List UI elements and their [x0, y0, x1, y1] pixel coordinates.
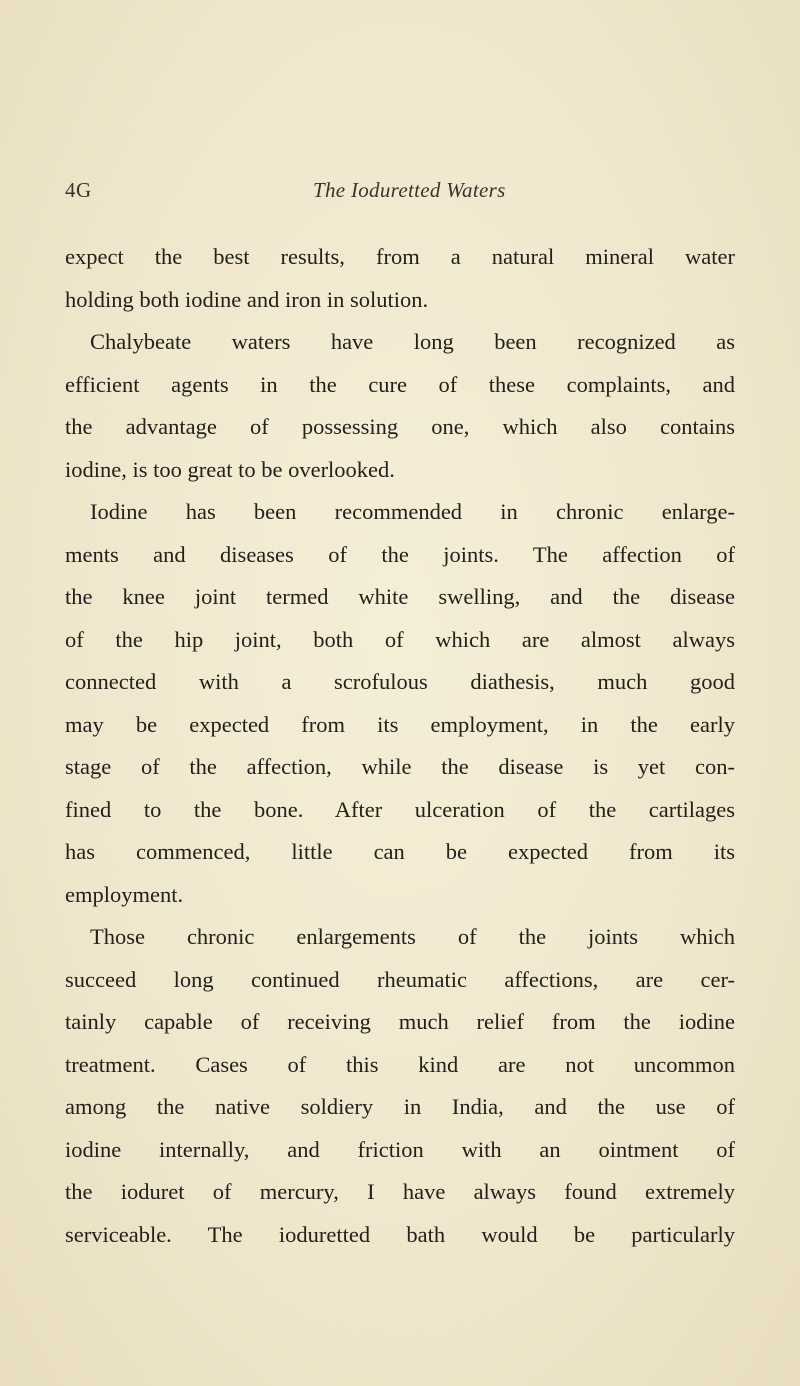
text-line: stage of the affection, while the disease is yet con- [65, 754, 735, 779]
text-line: of the hip joint, both of which are almost always [65, 626, 735, 652]
text-line: succeed long continued rheumatic affections, are cer- [65, 966, 735, 992]
text-line: iodine, is too great to be overlooked. [65, 456, 395, 482]
text-line: iodine internally, and friction with an ointment of [65, 1136, 735, 1162]
running-title: The Ioduretted Waters [313, 178, 506, 202]
text-line: expect the best results, from a natural mineral water [65, 244, 735, 269]
text-line: treatment. Cases of this kind are not uncommon [65, 1051, 735, 1077]
running-head [65, 178, 735, 208]
text-line: fined to the bone. After ulceration of the cartilages [65, 796, 735, 822]
text-line: ments and diseases of the joints. The affection of [65, 541, 735, 567]
text-line: efficient agents in the cure of these complaints, and [65, 371, 735, 397]
text-line: the knee joint termed white swelling, and the disease [65, 584, 735, 609]
text-line: may be expected from its employment, in the early [65, 711, 735, 737]
text-line: connected with a scrofulous diathesis, much good [65, 669, 735, 694]
text-line: tainly capable of receiving much relief from the iodine [65, 1009, 735, 1034]
text-line: holding both iodine and iron in solution. [65, 286, 429, 312]
text-line: the ioduret of mercury, I have always found extremely [65, 1179, 735, 1204]
text-line: serviceable. The ioduretted bath would be particularly [65, 1221, 735, 1247]
text-line: Those chronic enlargements of the joints which [90, 924, 735, 949]
text-line: employment. [65, 881, 184, 907]
text-line: Iodine has been recommended in chronic enlarge- [90, 499, 735, 524]
text-line: among the native soldiery in India, and the use of [65, 1094, 735, 1119]
text-line: has commenced, little can be expected from its [65, 839, 735, 864]
text-line: the advantage of possessing one, which also contains [65, 414, 735, 439]
body-text [65, 236, 735, 1256]
text-line: Chalybeate waters have long been recognized as [90, 329, 735, 354]
page-number: 4G [65, 178, 92, 202]
